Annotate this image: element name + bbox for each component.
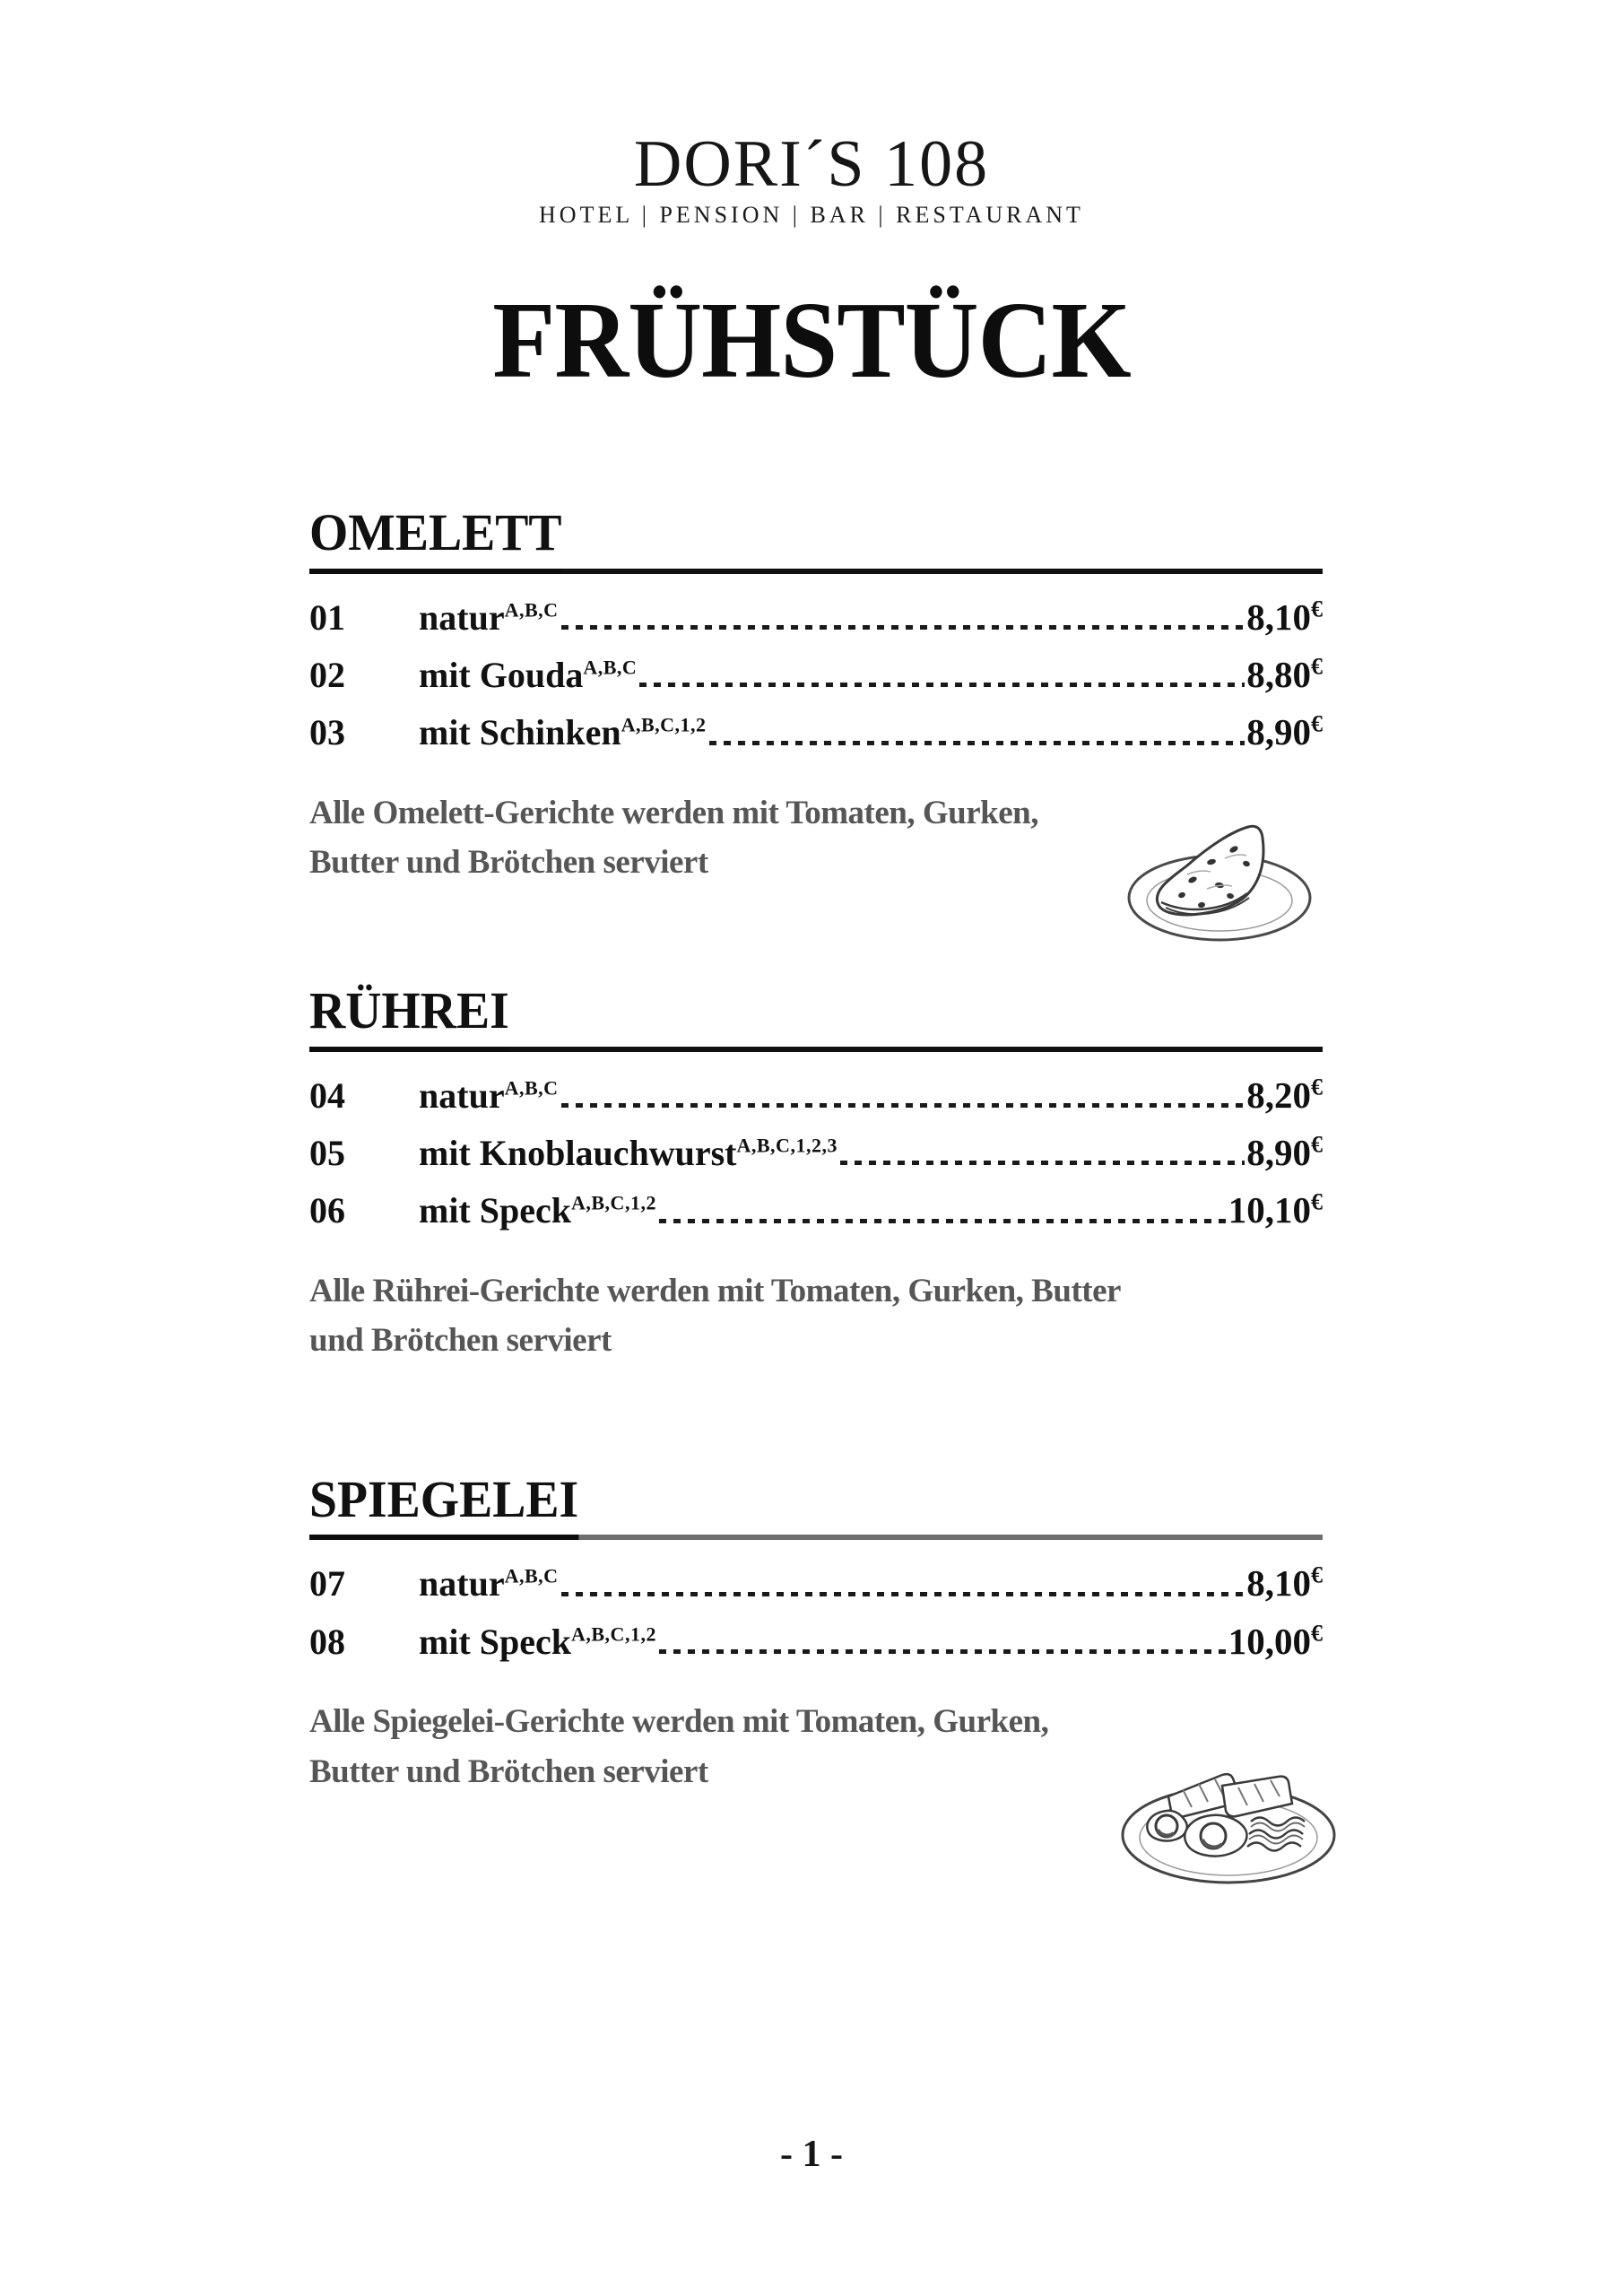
item-name: mit Gouda (419, 655, 584, 696)
item-name: natur (419, 1563, 505, 1605)
price-amount: 10,10 (1228, 1189, 1311, 1231)
item-number: 02 (309, 655, 345, 696)
menu-item-row (309, 653, 1323, 696)
section-heading (309, 981, 1323, 1052)
euro-sign: € (1311, 596, 1323, 622)
euro-sign: € (1311, 1131, 1323, 1158)
section-spiegelei (309, 1470, 1323, 1796)
dotted-leader (639, 683, 1245, 687)
section-note: Alle Spiegelei-Gerichte werden mit Tomaten, Gurken, Butter und Brötchen serviert (309, 1703, 1049, 1790)
menu-item-row (309, 1188, 1323, 1231)
item-price (1246, 1074, 1323, 1117)
item-price (1228, 1620, 1323, 1663)
menu-item-row (309, 596, 1323, 639)
price-amount: 8,90 (1246, 711, 1311, 753)
item-name-wrap (419, 654, 637, 696)
item-name: mit Knoblauchwurst (419, 1132, 737, 1173)
section-heading (309, 503, 1323, 574)
section-omelett (309, 503, 1323, 888)
menu-item-row (309, 1074, 1323, 1117)
menu-item-row (309, 1620, 1323, 1663)
item-number: 05 (309, 1132, 345, 1173)
dotted-leader (561, 1592, 1245, 1596)
item-allergens: A,B,C,1,2 (571, 1191, 656, 1214)
section-note: Alle Omelett-Gerichte werden mit Tomaten, Gurken, Butter und Brötchen serviert (309, 794, 1038, 882)
breakfast-plate-illustration (1116, 1750, 1341, 1889)
euro-sign: € (1311, 710, 1323, 737)
item-price (1246, 1131, 1323, 1174)
dotted-leader (709, 741, 1245, 745)
item-name-wrap (419, 711, 707, 753)
item-list (309, 596, 1323, 754)
item-price (1246, 653, 1323, 696)
section-title: OMELETT (309, 503, 562, 574)
euro-sign: € (1311, 1073, 1323, 1100)
item-price (1246, 710, 1323, 753)
item-name-wrap (419, 1189, 656, 1231)
item-price (1246, 596, 1323, 639)
section-title: SPIEGELEI (309, 1470, 578, 1541)
euro-sign: € (1311, 1561, 1323, 1588)
item-number: 06 (309, 1190, 345, 1231)
item-name: mit Speck (419, 1621, 571, 1662)
item-name: mit Schinken (419, 712, 621, 753)
menu-item-row (309, 710, 1323, 753)
price-amount: 8,20 (1246, 1074, 1311, 1116)
item-name: mit Speck (419, 1190, 571, 1231)
section-title: RÜHREI (309, 981, 509, 1052)
item-number: 03 (309, 712, 345, 753)
item-name: natur (419, 1074, 505, 1116)
menu-content (309, 503, 1323, 1796)
item-name-wrap (419, 1621, 656, 1663)
dotted-leader (659, 1219, 1227, 1223)
item-name-wrap (419, 596, 559, 639)
item-allergens: A,B,C,1,2 (571, 1622, 656, 1646)
euro-sign: € (1311, 1620, 1323, 1647)
item-name-wrap (419, 1132, 838, 1174)
item-number: 04 (309, 1074, 345, 1116)
item-number: 07 (309, 1563, 345, 1605)
menu-item-row (309, 1131, 1323, 1174)
dotted-leader (840, 1161, 1245, 1165)
item-price (1246, 1561, 1323, 1605)
item-allergens: A,B,C (504, 598, 559, 622)
item-name: natur (419, 596, 505, 638)
section-ruehrei (309, 981, 1323, 1366)
omelette-plate-illustration (1124, 808, 1317, 944)
item-allergens: A,B,C (583, 656, 638, 679)
item-allergens: A,B,C,1,2,3 (736, 1134, 838, 1157)
item-list (309, 1074, 1323, 1232)
euro-sign: € (1311, 1188, 1323, 1215)
dotted-leader (561, 625, 1245, 630)
price-amount: 8,80 (1246, 654, 1311, 696)
item-name-wrap (419, 1074, 559, 1117)
page-title: FRÜHSTÜCK (492, 280, 1131, 401)
brand-tagline: HOTEL | PENSION | BAR | RESTAURANT (539, 202, 1084, 228)
item-allergens: A,B,C (504, 1076, 559, 1100)
price-amount: 8,10 (1246, 1562, 1311, 1605)
item-allergens: A,B,C,1,2 (621, 714, 707, 737)
item-number: 01 (309, 596, 345, 638)
menu-item-row (309, 1561, 1323, 1605)
page-number: - 1 - (780, 2134, 843, 2175)
price-amount: 10,00 (1228, 1620, 1311, 1662)
brand-logo: DORI´S 108 (633, 127, 990, 201)
euro-sign: € (1311, 653, 1323, 680)
price-amount: 8,90 (1246, 1131, 1311, 1173)
section-note: Alle Rührei-Gerichte werden mit Tomaten, Gurken, Butter und Brötchen serviert (309, 1272, 1121, 1360)
item-name-wrap (419, 1562, 559, 1605)
dotted-leader (659, 1649, 1227, 1654)
section-heading (309, 1470, 1323, 1541)
item-list (309, 1561, 1323, 1663)
item-price (1228, 1188, 1323, 1231)
item-number: 08 (309, 1621, 345, 1662)
page-header (0, 0, 1623, 401)
price-amount: 8,10 (1246, 596, 1311, 638)
item-allergens: A,B,C (504, 1564, 559, 1587)
dotted-leader (561, 1103, 1245, 1108)
